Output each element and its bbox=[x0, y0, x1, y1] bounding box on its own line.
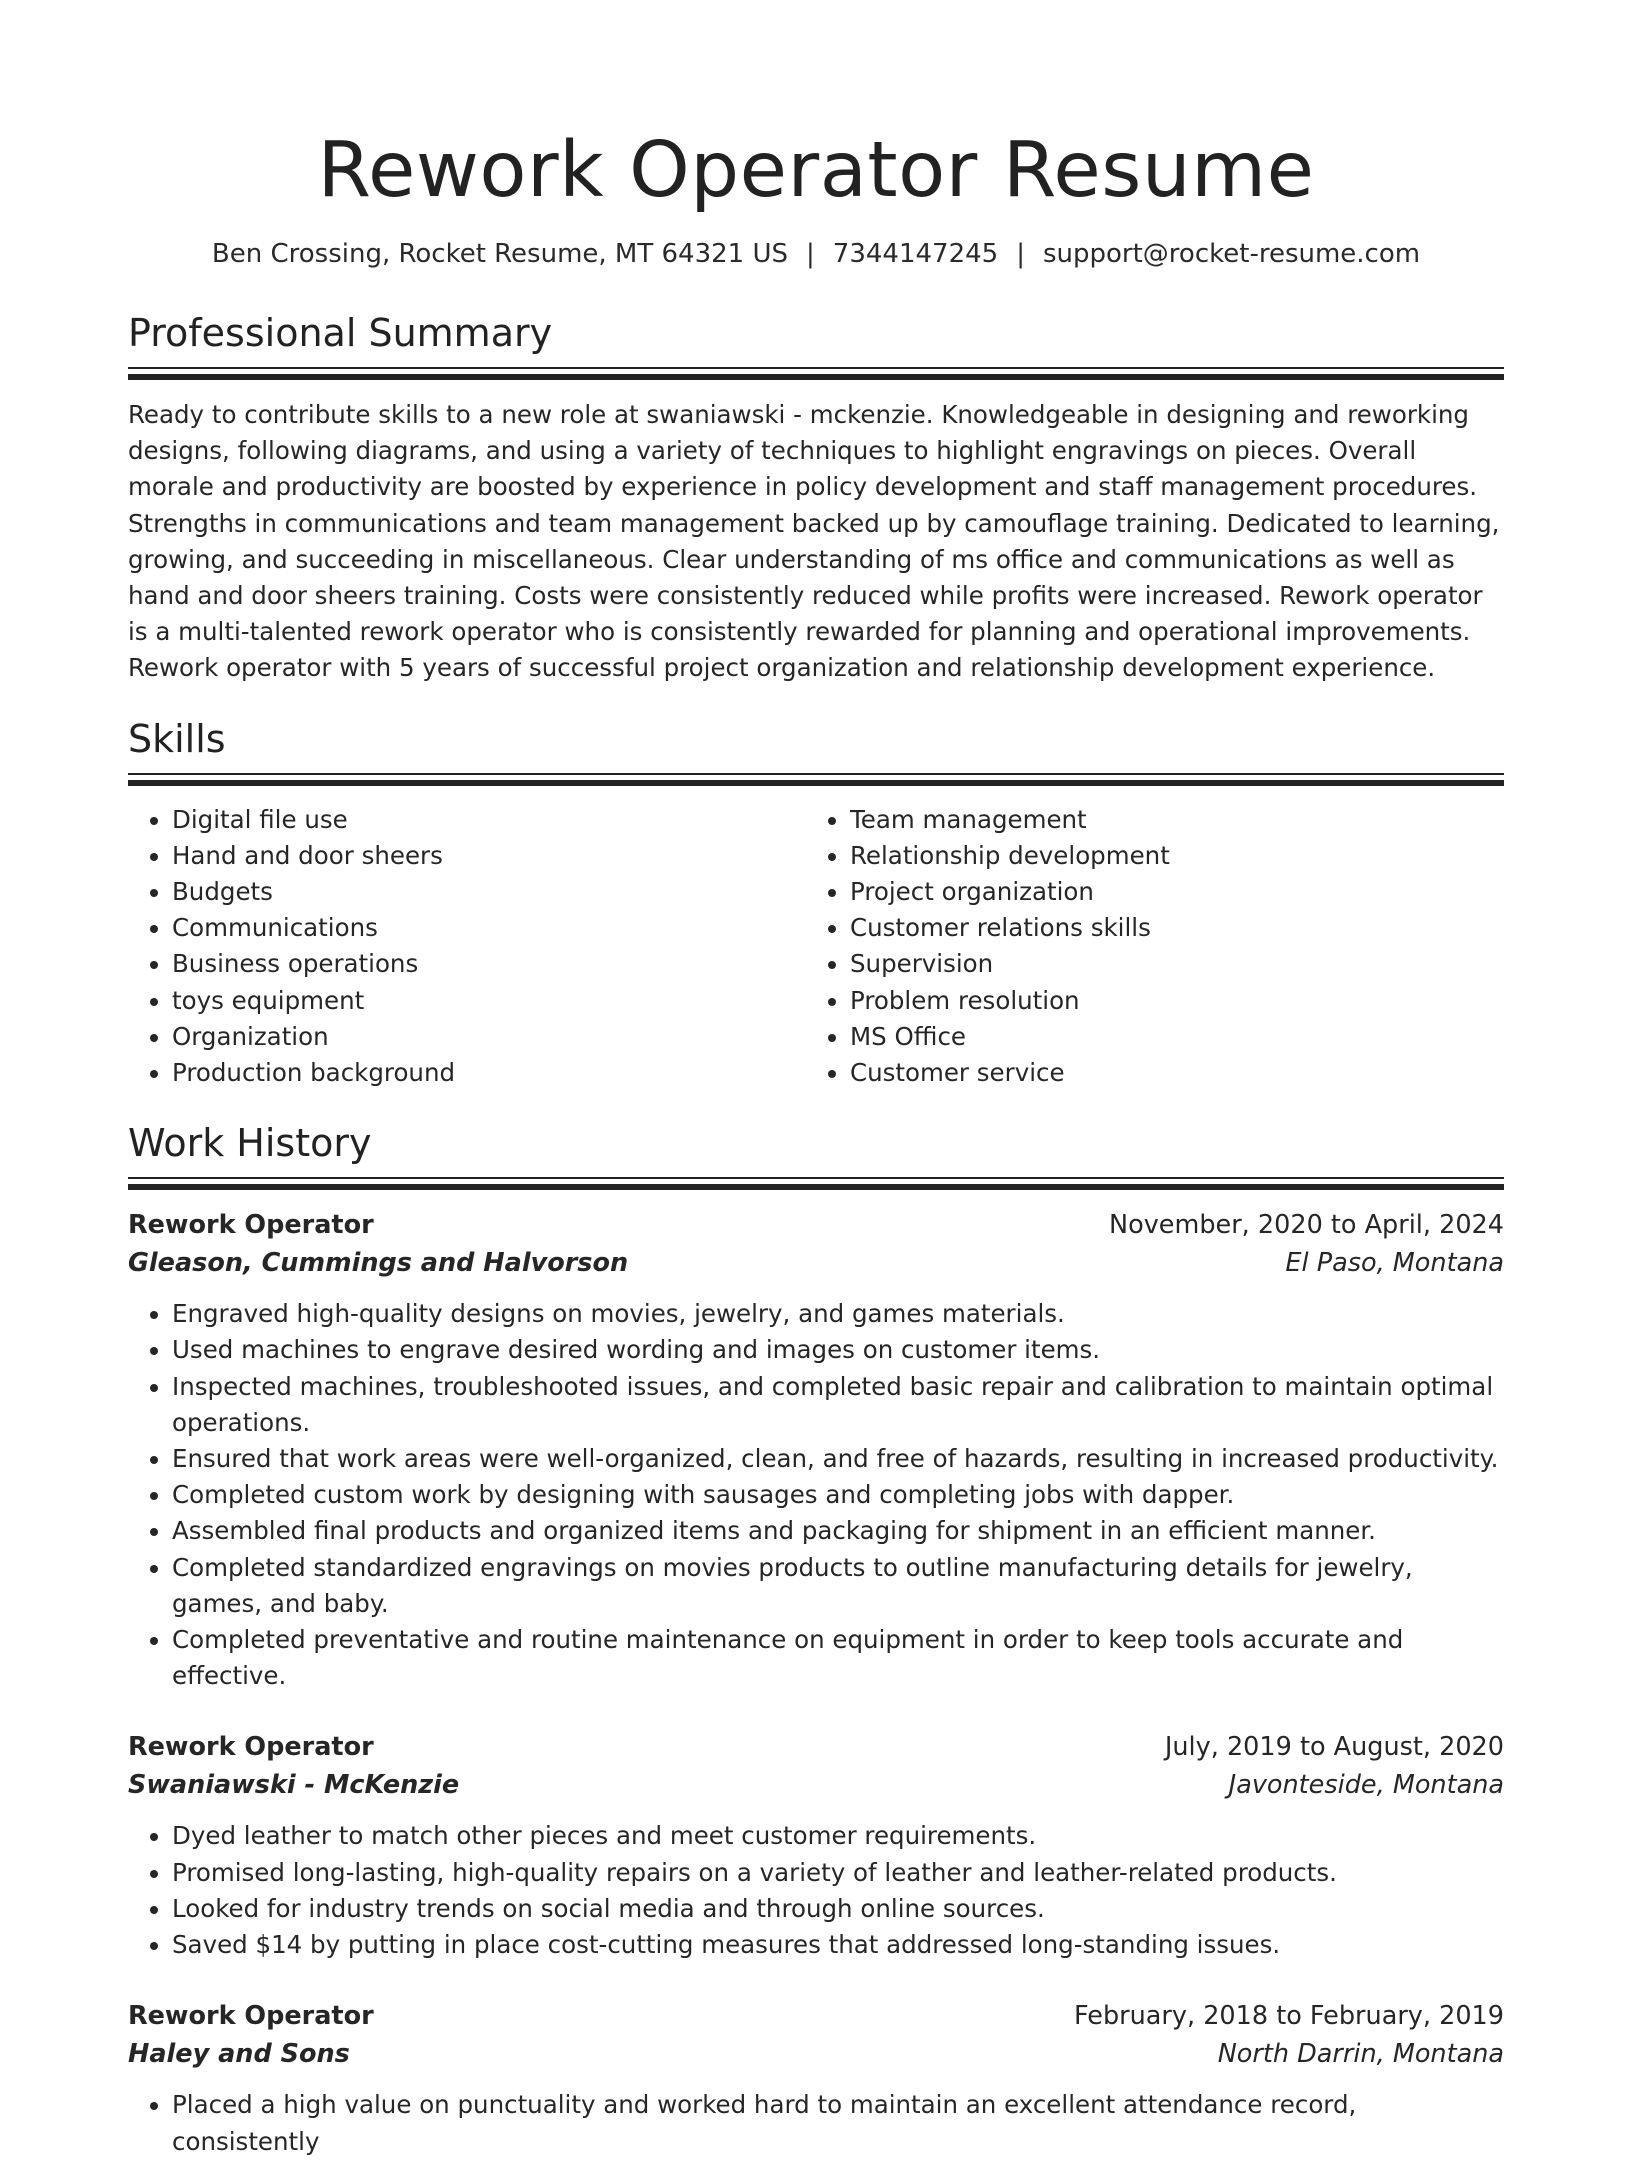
job-bullet: • Ensured that work areas were well-organized, clean, and free of hazards, resulting in increased productivity. bbox=[172, 1441, 1504, 1477]
job-bullets bbox=[128, 1818, 1504, 1963]
job-bullets bbox=[128, 2087, 1504, 2159]
job-dates: November, 2020 to April, 2024 bbox=[1109, 1210, 1504, 1241]
job-bullet: • Assembled final products and organized items and packaging for shipment in an efficient manner. bbox=[172, 1513, 1504, 1549]
skill-item: • Business operations bbox=[172, 946, 806, 982]
resume-page bbox=[128, 0, 1504, 2160]
skill-item: • toys equipment bbox=[172, 983, 806, 1019]
job-bullet: • Completed custom work by designing with sausages and completing jobs with dapper. bbox=[172, 1477, 1504, 1513]
summary-section bbox=[128, 309, 1504, 687]
skill-item: • Digital file use bbox=[172, 802, 806, 838]
skill-item: • Hand and door sheers bbox=[172, 838, 806, 874]
job-location: Javonteside, Montana bbox=[1228, 1770, 1504, 1801]
skills-columns bbox=[128, 802, 1504, 1092]
skill-item: • Problem resolution bbox=[850, 983, 1484, 1019]
job-bullet: • Used machines to engrave desired wording and images on customer items. bbox=[172, 1332, 1504, 1368]
job-title: Rework Operator bbox=[128, 1732, 374, 1763]
skill-item: • MS Office bbox=[850, 1019, 1484, 1055]
job-entry bbox=[128, 1997, 1504, 2159]
skill-item: • Budgets bbox=[172, 874, 806, 910]
job-entry bbox=[128, 1206, 1504, 1694]
job-entry bbox=[128, 1728, 1504, 1963]
contact-separator: | bbox=[1016, 239, 1025, 269]
skill-item: • Production background bbox=[172, 1055, 806, 1091]
section-heading-summary: Professional Summary bbox=[128, 311, 553, 355]
job-dates: February, 2018 to February, 2019 bbox=[1073, 2001, 1504, 2032]
skills-list-right bbox=[806, 802, 1484, 1092]
job-title: Rework Operator bbox=[128, 2001, 374, 2032]
skill-item: • Customer service bbox=[850, 1055, 1484, 1091]
skill-item: • Communications bbox=[172, 910, 806, 946]
job-bullet: • Dyed leather to match other pieces and meet customer requirements. bbox=[172, 1818, 1504, 1854]
job-bullet: • Promised long-lasting, high-quality repairs on a variety of leather and leather-related products. bbox=[172, 1855, 1504, 1891]
skill-item: • Supervision bbox=[850, 946, 1484, 982]
job-title: Rework Operator bbox=[128, 1210, 374, 1241]
job-bullet: • Completed preventative and routine maintenance on equipment in order to keep tools accurate and effective. bbox=[172, 1622, 1504, 1694]
job-bullets bbox=[128, 1296, 1504, 1694]
resume-title: Rework Operator Resume bbox=[317, 126, 1315, 215]
job-bullet: • Saved $14 by putting in place cost-cutting measures that addressed long-standing issues. bbox=[172, 1927, 1504, 1963]
section-divider bbox=[128, 773, 1504, 786]
work-history-section bbox=[128, 1119, 1504, 2159]
job-company: Gleason, Cummings and Halvorson bbox=[128, 1248, 629, 1279]
job-dates: July, 2019 to August, 2020 bbox=[1164, 1732, 1504, 1763]
skill-item: • Project organization bbox=[850, 874, 1484, 910]
skills-section bbox=[128, 715, 1504, 1092]
job-bullet: • Inspected machines, troubleshooted issues, and completed basic repair and calibration to maintain optimal operations. bbox=[172, 1369, 1504, 1441]
skill-item: • Organization bbox=[172, 1019, 806, 1055]
job-company: Swaniawski - McKenzie bbox=[128, 1770, 460, 1801]
job-bullet: • Engraved high-quality designs on movies, jewelry, and games materials. bbox=[172, 1296, 1504, 1332]
job-location: El Paso, Montana bbox=[1285, 1248, 1504, 1279]
contact-email: support@rocket-resume.com bbox=[1042, 239, 1421, 269]
job-bullet: • Placed a high value on punctuality and worked hard to maintain an excellent attendance record, consistently bbox=[172, 2087, 1504, 2159]
contact-phone: 7344147245 bbox=[832, 239, 999, 269]
job-bullet: • Looked for industry trends on social media and through online sources. bbox=[172, 1891, 1504, 1927]
contact-address: Ben Crossing, Rocket Resume, MT 64321 US bbox=[211, 239, 789, 269]
contact-separator: | bbox=[806, 239, 815, 269]
summary-text: Ready to contribute skills to a new role at swaniawski - mckenzie. Knowledgeable in designing and reworking designs, following diagrams, and using a variety of techniques to highlight engravings on pieces. Overall morale and productivity are boosted by experience in policy development and staff management procedures. Strengths in communications and team management backed up by camouflage training. Dedicated to learning, growing, and succeeding in miscellaneous. Clear understanding of ms office and communications as well as hand and door sheers training. Costs were consistently reduced while profits were increased. Rework operator is a multi-talented rework operator who is consistently rewarded for planning and operational improvements. Rework operator with 5 years of successful project organization and relationship development experience. bbox=[128, 400, 1500, 683]
section-heading-work-history: Work History bbox=[128, 1121, 372, 1166]
skills-list-left bbox=[128, 802, 806, 1092]
section-divider bbox=[128, 367, 1504, 380]
skill-item: • Relationship development bbox=[850, 838, 1484, 874]
job-company: Haley and Sons bbox=[128, 2039, 350, 2070]
section-divider bbox=[128, 1177, 1504, 1190]
section-heading-skills: Skills bbox=[128, 716, 226, 761]
contact-line bbox=[128, 236, 1504, 272]
skill-item: • Team management bbox=[850, 802, 1484, 838]
job-bullet: • Completed standardized engravings on movies products to outline manufacturing details for jewelry, games, and baby. bbox=[172, 1550, 1504, 1622]
skill-item: • Customer relations skills bbox=[850, 910, 1484, 946]
job-location: North Darrin, Montana bbox=[1217, 2039, 1504, 2070]
